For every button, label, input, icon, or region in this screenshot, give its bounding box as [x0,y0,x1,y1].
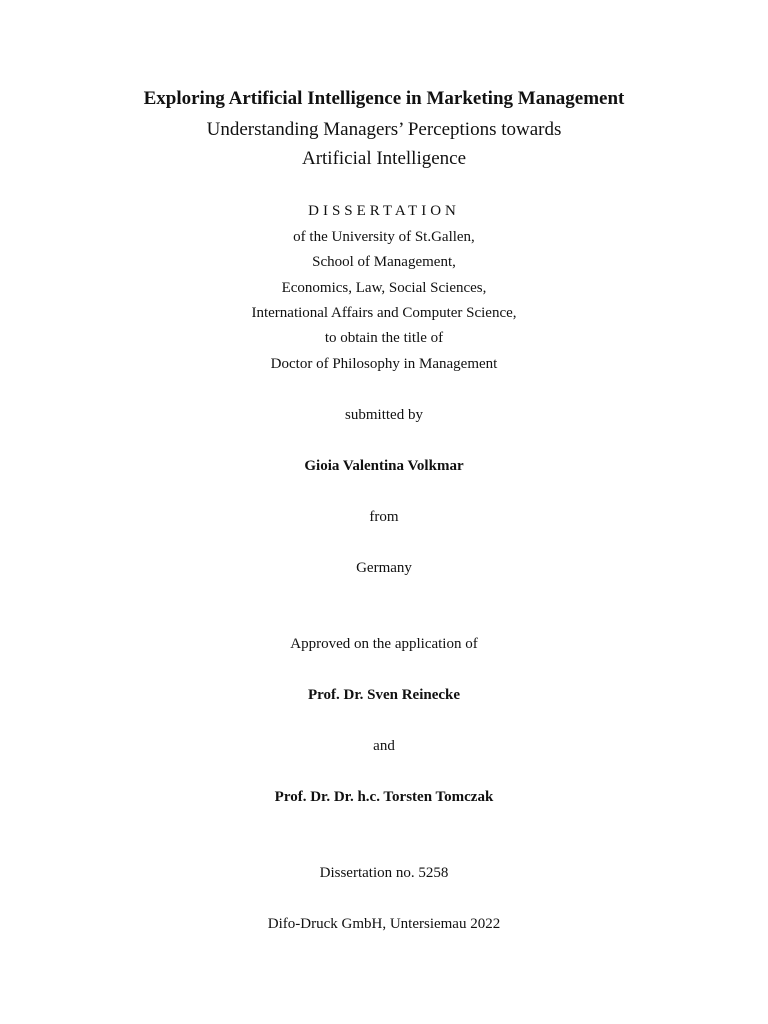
supervisor-1: Prof. Dr. Sven Reinecke [307,687,461,703]
from-label: from [369,509,399,525]
degree-heading: DISSERTATION [308,203,460,219]
approved-label: Approved on the application of [290,636,478,652]
degree-line: to obtain the title of [324,330,444,346]
degree-line: School of Management, [312,254,456,270]
dissertation-number: Dissertation no. 5258 [319,865,449,881]
supervisor-2: Prof. Dr. Dr. h.c. Torsten Tomczak [274,789,494,805]
country: Germany [356,560,412,576]
degree-line: Doctor of Philosophy in Management [270,356,498,372]
subtitle-line-1: Understanding Managers’ Perceptions towards [206,119,562,140]
degree-line: of the University of St.Gallen, [293,229,475,245]
publisher-line: Difo-Druck GmbH, Untersiemau 2022 [267,916,501,932]
and-label: and [373,738,395,754]
dissertation-title: Exploring Artificial Intelligence in Marketing Management [143,88,625,109]
subtitle-line-2: Artificial Intelligence [301,148,467,169]
author-name: Gioia Valentina Volkmar [304,458,464,474]
degree-line: International Affairs and Computer Science, [251,305,517,321]
submitted-by-label: submitted by [345,407,423,423]
degree-line: Economics, Law, Social Sciences, [281,280,487,296]
